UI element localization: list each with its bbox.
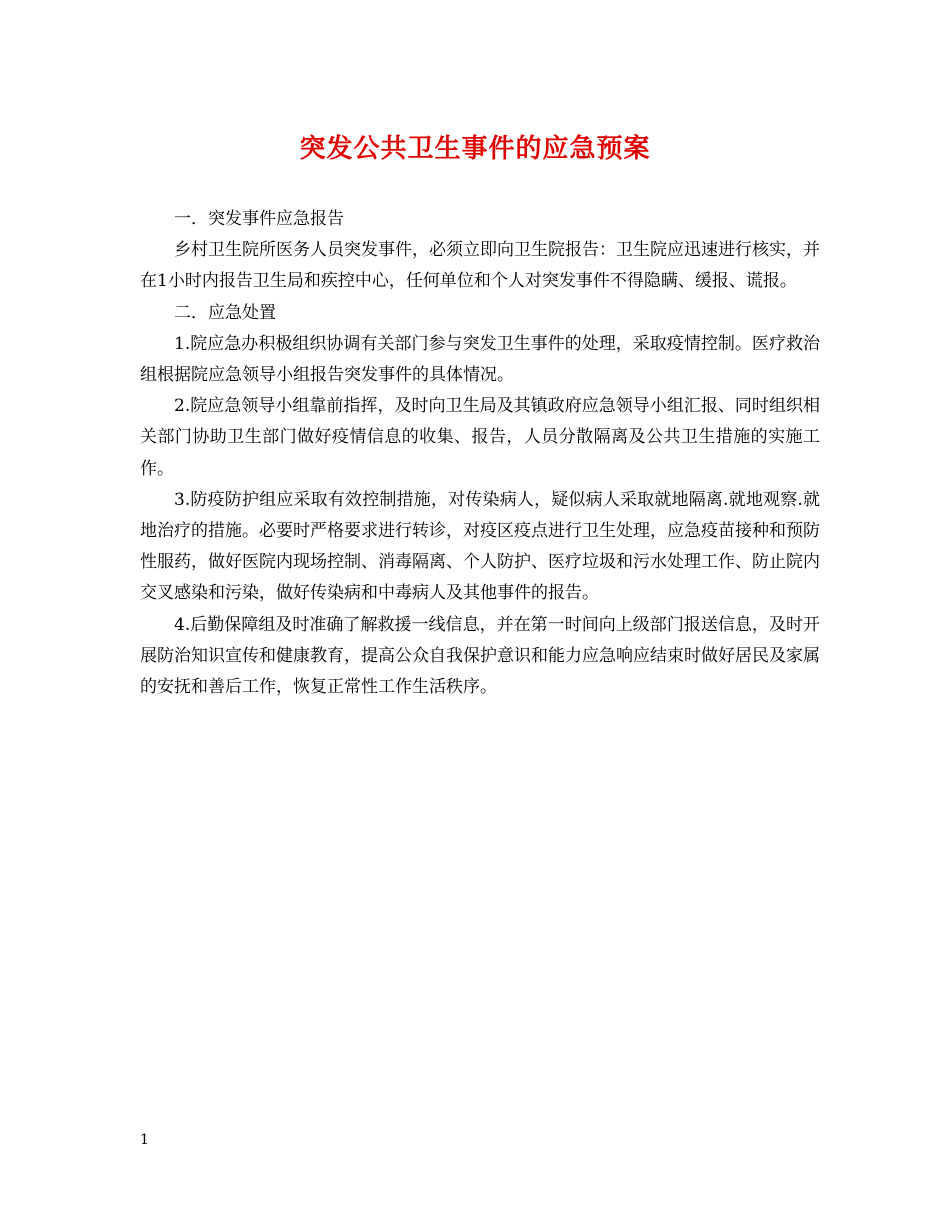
section-heading-report: 一．突发事件应急报告 (174, 209, 344, 229)
paragraph-item-3: 3.防疫防护组应采取有效控制措施，对传染病人，疑似病人采取就地隔离.就地观察.就地治疗的措施。必要时严格要求进行转诊，对疫区疫点进行卫生处理，应急疫苗接种和预防性服药，做好医院内现场控制、消毒隔离、个人防护、医疗垃圾和污水处理工作、防止院内交叉感染和污染，做好传染病和中毒病人及其他事件的报告。 (140, 489, 820, 604)
document-title: 突发公共卫生事件的应急预案 (299, 134, 651, 164)
paragraph-item-1: 1.院应急办积极组织协调有关部门参与突发卫生事件的处理，采取疫情控制。医疗救治组根据院应急领导小组报告突发事件的具体情况。 (140, 333, 820, 386)
document-body (140, 204, 820, 703)
section-heading-response: 二．应急处置 (174, 302, 276, 323)
paragraph-item-4: 4.后勤保障组及时准确了解救援一线信息，并在第一时间向上级部门报送信息，及时开展防治知识宣传和健康教育，提高公众自我保护意识和能力应急响应结束时做好居民及家属的安抚和善后工作，恢复正常性工作生活秩序。 (140, 614, 820, 698)
paragraph-report: 乡村卫生院所医务人员突发事件，必须立即向卫生院报告：卫生院应迅速进行核实，并在1小时内报告卫生局和疾控中心，任何单位和个人对突发事件不得隐瞒、缓报、谎报。 (140, 240, 820, 292)
page-number: 1 (140, 1132, 149, 1148)
paragraph-item-2: 2.院应急领导小组靠前指挥，及时向卫生局及其镇政府应急领导小组汇报、同时组织相关部门协助卫生部门做好疫情信息的收集、报告，人员分散隔离及公共卫生措施的实施工作。 (140, 396, 820, 479)
